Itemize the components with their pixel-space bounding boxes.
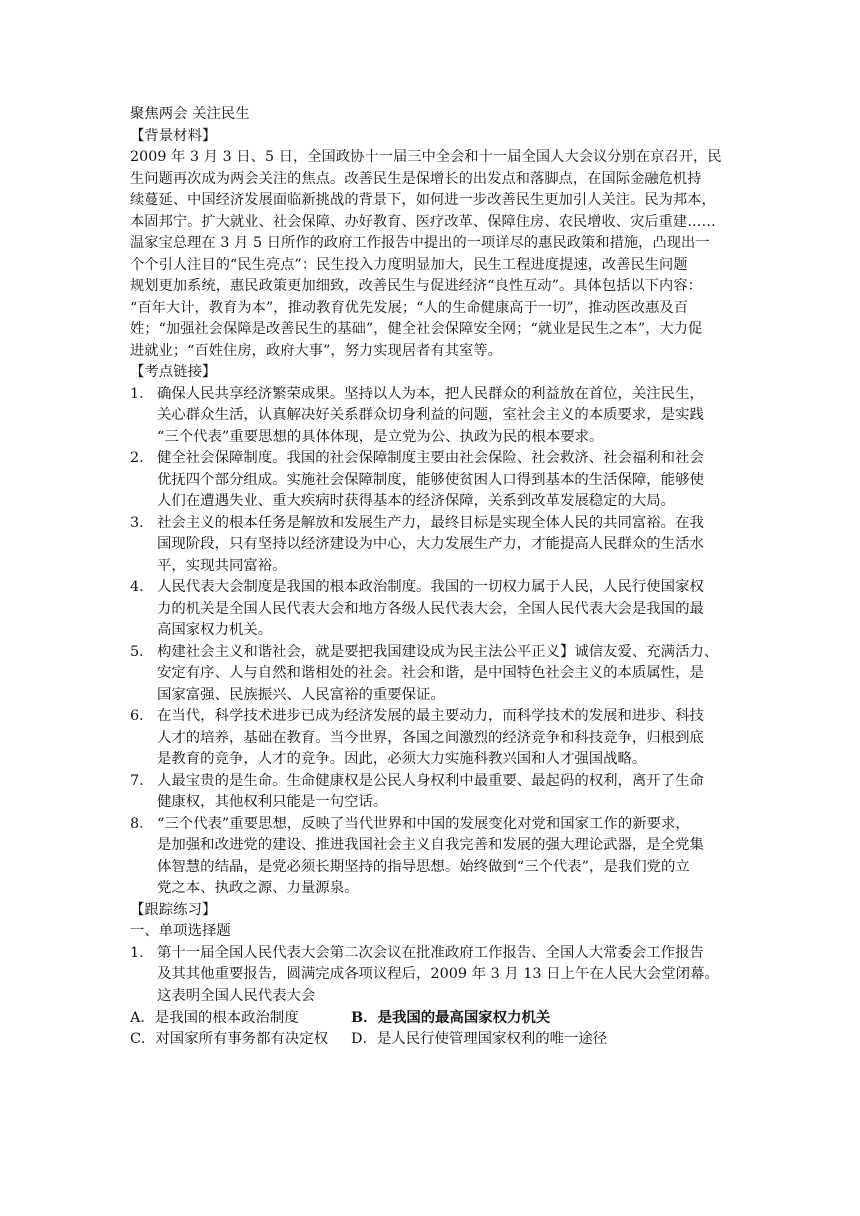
point-number: 6．	[130, 708, 154, 724]
point-line: 人民代表大会制度是我国的根本政治制度。我国的一切权力属于人民，人民行使国家权	[157, 579, 704, 595]
point-item	[130, 513, 732, 578]
background-line: 续蔓延、中国经济发展面临新挑战的背景下，如何进一步改善民生更加引人关注。民为邦本，	[130, 192, 716, 208]
point-line: 确保人民共享经济繁荣成果。坚持以人为本，把人民群众的利益放在首位，关注民生，	[157, 385, 704, 402]
point-line: 关心群众生活，认真解决好关系群众切身利益的问题，室社会主义的本质要求，是实践	[157, 407, 704, 423]
question-line: 这表明全国人民代表大会	[157, 987, 316, 1004]
point-item	[130, 706, 732, 771]
option-d-text: 是人民行使管理国家权利的唯一途径	[376, 1030, 608, 1047]
point-item	[130, 577, 732, 642]
point-line: 优抚四个部分组成。实施社会保障制度，能够使贫困人口得到基本的生活保障，能够使	[157, 471, 704, 488]
point-line: 平，实现共同富裕。	[157, 557, 287, 574]
background-line: 本固邦宁。扩大就业、社会保障、办好教育、医疗改革、保障住房、农民增收、灾后重建……	[130, 213, 716, 230]
option-b-text: 是我国的最高国家权力机关	[377, 1009, 551, 1026]
option-d[interactable]	[351, 1029, 607, 1051]
point-item	[130, 771, 732, 814]
option-d-label: D．	[351, 1030, 377, 1047]
option-c-label: C．	[130, 1030, 156, 1047]
point-line: 构建社会主义和谐社会，就是要把我国建设成为民主法公平正义】诚信友爱、充满活力、	[157, 643, 719, 660]
background-line: 姓；“加强社会保障是改善民生的基础”，健全社会保障安全网；“就业是民生之本”，大力促	[130, 321, 703, 337]
point-number: 4．	[130, 579, 154, 595]
options-row	[130, 1029, 732, 1051]
point-number: 7．	[130, 772, 154, 789]
point-number: 5．	[130, 643, 154, 660]
point-line: 健全社会保障制度。我国的社会保障制度主要由社会保险、社会救济、社会福利和社会	[157, 450, 704, 466]
option-c[interactable]	[130, 1029, 351, 1051]
background-line: 2009 年 3 月 3 日、5 日，全国政协十一届三中全会和十一届全国人大会议分别在京召开，民	[130, 149, 722, 165]
point-line: 人才的培养，基础在教育。当今世界，各国之间激烈的经济竞争和科技竞争，归根到底	[157, 729, 704, 746]
background-line: 生问题再次成为两会关注的焦点。改善民生是保增长的出发点和落脚点，在国际金融危机持	[130, 170, 702, 187]
point-number: 3．	[130, 514, 154, 531]
point-line: 国家富强、民族振兴、人民富裕的重要保证。	[157, 686, 445, 703]
document-title: 聚焦两会 关注民生	[130, 106, 250, 122]
point-line: 健康权，其他权利只能是一句空话。	[157, 794, 388, 810]
question-number: 1．	[130, 944, 154, 961]
background-line: 规划更加系统，惠民政策更加细致，改善民生与促进经济“良性互动”。具体包括以下内容：	[130, 278, 702, 294]
options-row	[130, 1007, 732, 1029]
links-heading: 【考点链接】	[130, 364, 217, 380]
point-line: 人们在遭遇失业、重大疾病时获得基本的经济保障，关系到改革发展稳定的大局。	[157, 493, 676, 509]
point-item	[130, 642, 732, 707]
point-item	[130, 448, 732, 513]
point-line: 社会主义的根本任务是解放和发展生产力，最终目标是实现全体人民的共同富裕。在我	[157, 514, 704, 531]
point-line: 安定有序、人与自然和谐相处的社会。社会和谐，是中国特色社会主义的本质属性，是	[157, 665, 704, 681]
question-line: 及其其他重要报告，圆满完成各项议程后，2009 年 3 月 13 日上午在人民大会堂闭幕。	[157, 966, 719, 982]
question-item	[130, 943, 732, 1008]
practice-heading: 【跟踪练习】	[130, 901, 217, 918]
point-line: “三个代表”重要思想，反映了当代世界和中国的发展变化对党和国家工作的新要求，	[157, 815, 690, 832]
point-line: 体智慧的结晶，是党必须长期坚持的指导思想。始终做到“三个代表”，是我们党的立	[157, 858, 690, 875]
point-number: 2．	[130, 450, 154, 466]
point-line: 国现阶段，只有坚持以经济建设为中心，大力发展生产力，才能提高人民群众的生活水	[157, 536, 704, 552]
background-line: 进就业；“百姓住房，政府大事”，努力实现居者有其室等。	[130, 342, 502, 359]
point-item	[130, 384, 732, 449]
point-line: 是加强和改进党的建设、推进我国社会主义自我完善和发展的强大理论武器，是全党集	[157, 837, 704, 853]
point-line: 人最宝贵的是生命。生命健康权是公民人身权利中最重要、最起码的权利，离开了生命	[157, 772, 704, 789]
point-line: 在当代，科学技术进步已成为经济发展的最主要动力，而科学技术的发展和进步、科技	[157, 708, 704, 724]
option-a[interactable]	[130, 1008, 351, 1030]
point-line: 党之本、执政之源、力量源泉。	[157, 880, 359, 896]
point-number: 8．	[130, 815, 154, 832]
background-line: 温家宝总理在 3 月 5 日所作的政府工作报告中提出的一项详尽的惠民政策和措施，凸现出一	[130, 235, 710, 251]
option-a-text: 是我国的根本政治制度	[154, 1010, 299, 1026]
option-c-text: 对国家所有事务都有决定权	[155, 1030, 329, 1047]
question-line: 第十一届全国人民代表大会第二次会议在批准政府工作报告、全国人大常委会工作报告	[157, 944, 704, 961]
point-line: “三个代表”重要思想的具体体现，是立党为公、执政为民的根本要求。	[157, 428, 604, 445]
option-a-label: A．	[130, 1010, 155, 1026]
document-page	[130, 104, 732, 1050]
background-paragraph	[130, 147, 732, 362]
background-line: “百年大计，教育为本”，推动教育优先发展；“人的生命健康高于一切”，推动医改惠及百	[130, 299, 689, 316]
option-b-label: B．	[351, 1009, 378, 1026]
point-line: 力的机关是全国人民代表大会和地方各级人民代表大会，全国人民代表大会是我国的最	[157, 600, 704, 617]
point-number: 1．	[130, 385, 154, 402]
background-line: 个个引人注目的“民生亮点”：民生投入力度明显加大，民生工程进度提速，改善民生问题	[130, 256, 688, 273]
point-line: 是教育的竞争，人才的竞争。因此，必须大力实施科教兴国和人才强国战略。	[157, 751, 647, 767]
option-b[interactable]	[351, 1007, 550, 1029]
background-heading: 【背景材料】	[130, 127, 217, 144]
point-line: 高国家权力机关。	[157, 622, 273, 638]
point-item	[130, 814, 732, 900]
section-heading: 一、单项选择题	[130, 923, 231, 939]
